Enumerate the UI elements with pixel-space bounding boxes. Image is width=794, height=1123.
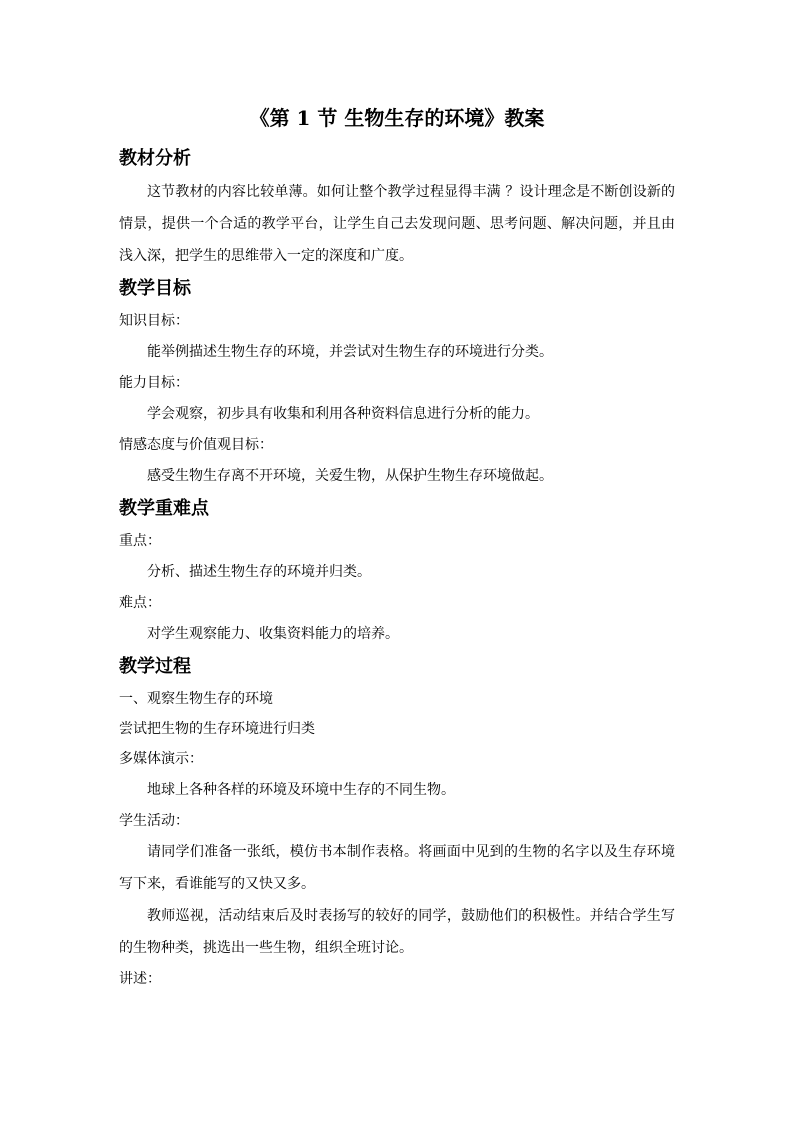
activity-text-2: 教师巡视，活动结束后及时表扬写的较好的同学，鼓励他们的积极性。并结合学生写的生物种类，挑选出一些生物，组织全班讨论。 xyxy=(119,908,675,956)
section-heading-process: 教学过程 xyxy=(119,656,191,677)
section-heading-key-points: 教学重难点 xyxy=(119,498,209,519)
difficult-point-text: 对学生观察能力、收集资料能力的培养。 xyxy=(147,626,399,642)
activity-text-1: 请同学们准备一张纸，模仿书本制作表格。将画面中见到的生物的名字以及生存环境写下来，看谁能写的又快又多。 xyxy=(119,844,675,892)
knowledge-goal-text: 能举例描述生物生存的环境，并尝试对生物生存的环境进行分类。 xyxy=(147,344,553,360)
document-body xyxy=(119,142,675,994)
multimedia-text: 地球上各种各样的环境及环境中生存的不同生物。 xyxy=(147,782,455,798)
emotion-goal-text: 感受生物生存离不开环境，关爱生物，从保护生物生存环境做起。 xyxy=(147,468,553,484)
difficult-point-label: 难点： xyxy=(119,595,161,611)
lecture-label: 讲述： xyxy=(119,971,161,987)
process-step1-subtitle: 尝试把生物的生存环境进行归类 xyxy=(119,721,315,737)
ability-goal-label: 能力目标： xyxy=(119,375,189,391)
key-point-label: 重点： xyxy=(119,533,161,549)
emotion-goal-label: 情感态度与价值观目标： xyxy=(119,437,273,453)
analysis-paragraph: 这节教材的内容比较单薄。如何让整个教学过程显得丰满 ？设计理念是不断创设新的情景，提供一个合适的教学平台，让学生自己去发现问题、思考问题、解决问题，并且由浅入深，把学生的思维带入一定的深度和广度。 xyxy=(119,184,675,264)
knowledge-goal-label: 知识目标： xyxy=(119,313,189,329)
key-point-text: 分析、描述生物生存的环境并归类。 xyxy=(147,564,371,580)
section-heading-analysis: 教材分析 xyxy=(119,148,191,169)
document-title: 《第 1 节 生物生存的环境》教案 xyxy=(249,106,545,130)
ability-goal-text: 学会观察，初步具有收集和利用各种资料信息进行分析的能力。 xyxy=(147,406,539,422)
process-step1-title: 一、观察生物生存的环境 xyxy=(119,691,273,707)
activity-label: 学生活动： xyxy=(119,813,189,829)
multimedia-label: 多媒体演示： xyxy=(119,751,203,767)
section-heading-goals: 教学目标 xyxy=(119,278,191,299)
